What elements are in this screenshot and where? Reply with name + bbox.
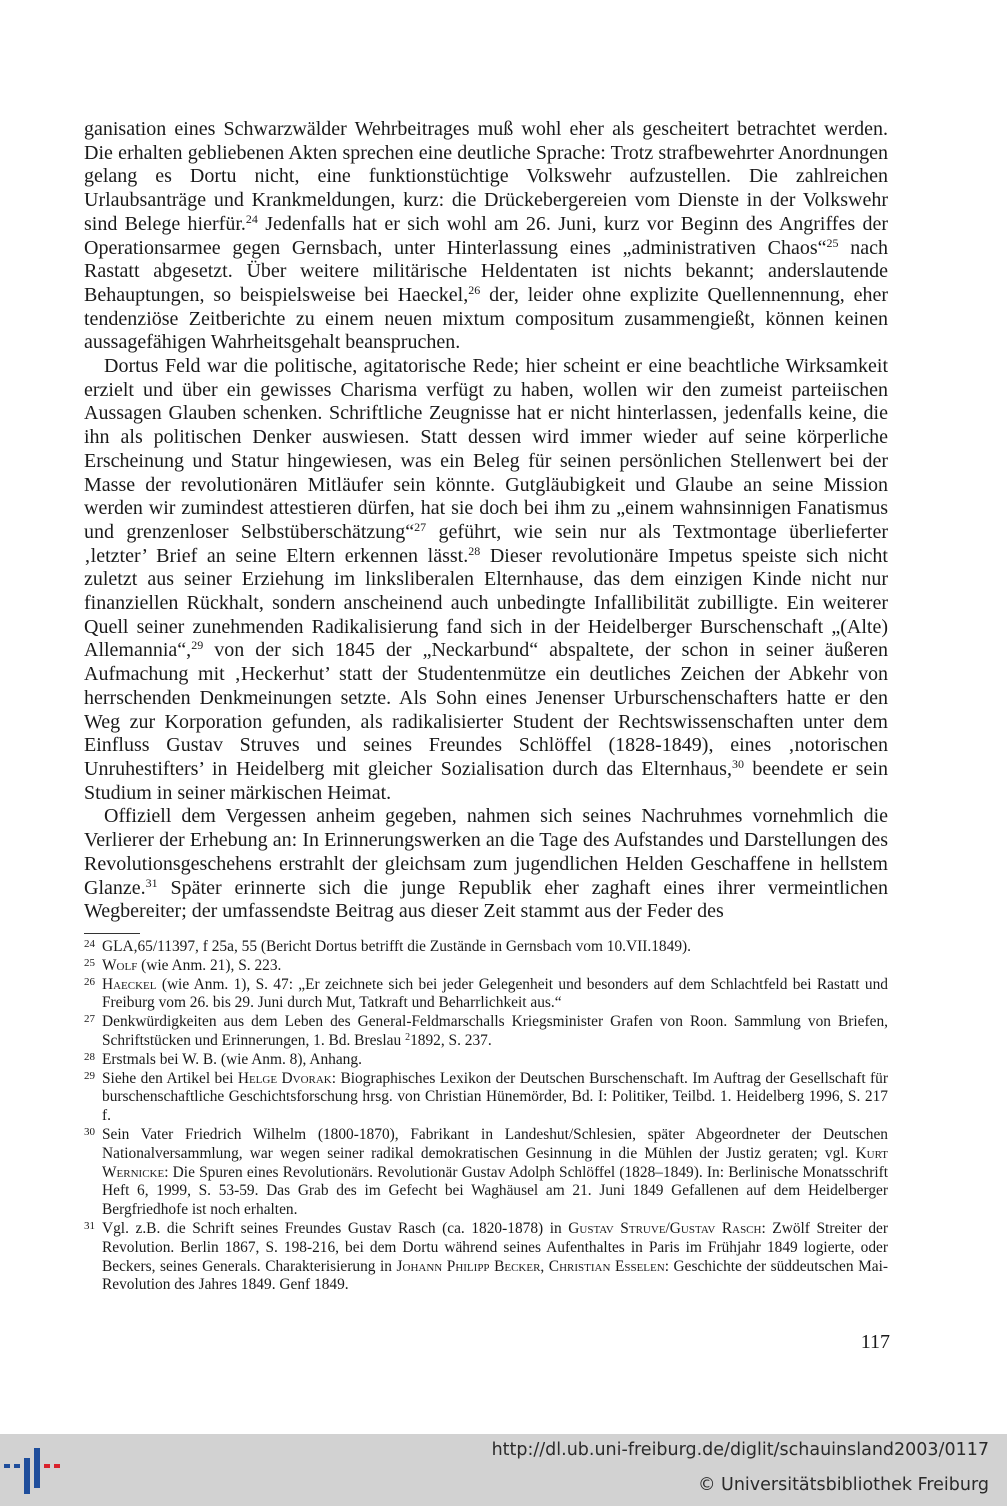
footer-bar <box>0 1434 1007 1506</box>
author-name: Wolf <box>102 956 138 974</box>
footnote-ref-29[interactable]: 29 <box>191 638 204 653</box>
footnote-text: Siehe den Artikel bei <box>102 1069 238 1087</box>
edition-superscript: 2 <box>405 1031 411 1043</box>
footnote-27: 27 Denkwürdigkeiten aus dem Leben des General-Feldmarschalls Kriegsminister Grafen von Roon. Sammlung von Briefen, Schriftstücken und Erinnerungen, 1. Bd. Breslau $^2$1892, S. 237. <box>84 1013 888 1049</box>
text-run: der, leider ohne explizite Quellennennung, eher tendenziöse Zeitberichte zu einem neuen mixtum compositum zusammengießt, können keinen aussagefähigen Wahrheitsgehalt beanspruchen. <box>84 283 888 354</box>
footnote-25: 25 Wolf (wie Anm. 21), S. 223. <box>84 956 282 974</box>
page-number: 117 <box>860 1331 890 1353</box>
footnote-text: 1892, S. 237. <box>410 1031 492 1049</box>
footnote-text: Vgl. z.B. die Schrift seines Freundes Gustav Rasch (ca. 1820-1878) in <box>102 1219 569 1237</box>
paragraph-2 <box>84 355 888 805</box>
footnote-ref-30[interactable]: 30 <box>731 756 744 771</box>
main-text <box>84 118 888 924</box>
author-name: Gustav Struve/Gustav Rasch <box>568 1219 762 1237</box>
paragraph-3 <box>84 805 888 924</box>
text-run: Dortus Feld war die politische, agitatorische Rede; hier scheint er eine beachtliche Wirksamkeit erzielt und über ein gewisses Charisma verfügt zu haben, wollen wir den zumeist parteiischen Aussagen Glauben schenken. Schriftliche Zeugnisse hat er nicht hinterlassen, jedenfalls keine, die ihn als politischen Denker auswiesen. Statt dessen wird immer wieder auf seine körperliche Erscheinung und Statur hingewiesen, was ein Beleg für seinen persönlichen Stellenwert bei der Masse der revolutionären Mitläufer sein könnte. Gutgläubigkeit und Glaube an seine Mission werden wir zumindest attestieren dürfen, hat sie doch bei ihm zu „einem wahnsinnigen Fanatismus und grenzenloser Selbstüberschätzung“ <box>84 355 888 543</box>
footnote-31: 31 Vgl. z.B. die Schrift seines Freundes Gustav Rasch (ca. 1820-1878) in Gustav Struve/Gustav Rasch: Zwölf Streiter der Revolution. Berlin 1867, S. 198-216, bei dem Dortu während seines Aufenthaltes in Paris im Frühjahr 1849 logierte, oder Beckers, seines Generals. Charakterisierung in Johann Philipp Becker, Christian Esselen: Geschichte der süddeutschen Mai-Revolution des Jahres 1849. Genf 1849. <box>84 1219 888 1294</box>
footnote-ref-24[interactable]: 24 <box>245 211 258 226</box>
text-run: beendete er sein Studium in seiner märkischen Heimat. <box>84 757 888 804</box>
copyright-notice: © Universitätsbibliothek Freiburg <box>697 1475 989 1495</box>
footnote-ref-28[interactable]: 28 <box>468 543 481 558</box>
footnote-28: 28 Erstmals bei W. B. (wie Anm. 8), Anhang. <box>84 1050 362 1068</box>
footnote-ref-26[interactable]: 26 <box>468 282 481 297</box>
text-run: nach Rastatt abgesetzt. Über weitere militärische Heldentaten ist nichts bekannt; anderslautende Behauptungen, so beispielsweise bei Haeckel, <box>84 236 888 306</box>
footnote-text: : Biographisches Lexikon der Deutschen Burschenschaft. Im Auftrag der Gesellschaft für burschenschaftliche Geschichtsforschung hrsg. von Christian Hünemörder, Bd. I: Politiker, Teilbd. 1. Heidelberg 1996, S. 217 f. <box>102 1069 889 1125</box>
footnote-29: 29 Siehe den Artikel bei Helge Dvorak: Biographisches Lexikon der Deutschen Burschenschaft. Im Auftrag der Gesellschaft für burschenschaftliche Geschichtsforschung hrsg. von Christian Hünemörder, Bd. I: Politiker, Teilbd. 1. Heidelberg 1996, S. 217 f. <box>84 1069 889 1125</box>
author-name: Haeckel <box>102 975 157 993</box>
text-run: Jedenfalls hat er sich wohl am 26. Juni, kurz vor Beginn des Angriffes der Operationsarmee gegen Gernsbach, unter Hinterlassung eines „administrativen Chaos“ <box>84 212 888 259</box>
footnote-ref-27[interactable]: 27 <box>414 519 427 534</box>
footnote-30: 30 Sein Vater Friedrich Wilhelm (1800-1870), Fabrikant in Landeshut/Schlesien, später Abgeordneter der Deutschen Nationalversammlung, war wegen seiner radikal demokratischen Gesinnung in die Mühlen der Justiz geraten; vgl. Kurt Wernicke: Die Spuren eines Revolutionärs. Revolutionär Gustav Adolph Schlöffel (1828–1849). In: Berlinische Monatsschrift Heft 6, 1999, S. 53-59. Das Grab des im Gefecht bei Waghäusel am 21. Juni 1849 Gefallenen auf dem Heidelberger Bergfriedhofe ist noch erhalten. <box>84 1125 888 1219</box>
footnote-24: 24 GLA,65/11397, f 25a, 55 (Bericht Dortus betrifft die Zustände in Gernsbach vom 10.VII.1849). <box>84 938 691 955</box>
footnote-text: : Geschichte der süddeutschen Mai-Revolution des Jahres 1849. Genf 1849. <box>102 1257 888 1294</box>
footnote-divider <box>84 933 140 934</box>
footnote-text: Denkwürdigkeiten aus dem Leben des General-Feldmarschalls Kriegsminister Grafen von Roon. Sammlung von Briefen, Schriftstücken und Erinnerungen, 1. Bd. Breslau <box>102 1013 888 1049</box>
text-run: Später erinnerte sich die junge Republik eher zaghaft eines ihrer vermeintlichen Wegbereiter; der umfassendste Beitrag aus dieser Zeit stammt aus der Feder des <box>84 876 888 923</box>
footnote-text: (wie Anm. 21), S. 223. <box>137 956 282 974</box>
footnote-text: (wie Anm. 1), S. 47: „Er zeichnete sich bei jeder Gelegenheit und besonders auf dem Schlachtfeld bei Rastatt und Freiburg vom 26. bis 29. Juni durch Mut, Tatkraft und Beharrlichkeit aus.“ <box>102 975 888 1012</box>
footnotes <box>84 938 888 1295</box>
paragraph-1 <box>84 118 888 355</box>
footnote-text: : Zwölf Streiter der Revolution. Berlin 1867, S. 198-216, bei dem Dortu während seines Aufenthaltes in Paris im Frühjahr 1849 logierte, oder Beckers, seines Generals. Charakterisierung in <box>102 1219 888 1275</box>
footnote-text: : Die Spuren eines Revolutionärs. Revolutionär Gustav Adolph Schlöffel (1828–1849). In: Berlinische Monatsschrift Heft 6, 1999, S. 53-59. Das Grab des im Gefecht bei Waghäusel am 21. Juni 1849 Gefallenen auf dem Heidelberger Bergfriedhofe ist noch erhalten. <box>102 1163 888 1219</box>
footnote-26: 26 Haeckel (wie Anm. 1), S. 47: „Er zeichnete sich bei jeder Gelegenheit und besonders auf dem Schlachtfeld bei Rastatt und Freiburg vom 26. bis 29. Juni durch Mut, Tatkraft und Beharrlichkeit aus.“ <box>84 975 888 1012</box>
footnote-ref-31[interactable]: 31 <box>145 875 158 890</box>
author-name: Johann Philipp Becker, Christian Esselen <box>396 1257 665 1275</box>
text-run: Offiziell dem Vergessen anheim gegeben, nahmen sich seines Nachruhmes vornehmlich die Verlierer der Erhebung an: In Erinnerungswerken an die Tage des Aufstandes und Darstellungen des Revolutionsgeschehens erstrahlt der gleichsam zum jugendlichen Helden Geschaffene in hellstem Glanze. <box>84 805 888 899</box>
text-run: ganisation eines Schwarzwälder Wehrbeitrages muß wohl eher als gescheitert betrachtet werden. Die erhalten gebliebenen Akten sprechen eine deutliche Sprache: Trotz strafbewehrter Anordnungen gelang es Dortu nicht, eine funktionstüchtige Volkswehr aufzustellen. Die zahlreichen Urlaubsanträge und Krankmeldungen, kurz: die Drückebergereien vom Dienste in der Volkswehr sind Belege hierfür. <box>84 118 888 235</box>
footnote-text: Sein Vater Friedrich Wilhelm (1800-1870), Fabrikant in Landeshut/Schlesien, später Abgeordneter der Deutschen Nationalversammlung, war wegen seiner radikal demokratischen Gesinnung in die Mühlen der Justiz geraten; vgl. <box>102 1125 888 1162</box>
author-name: Helge Dvorak <box>237 1069 332 1087</box>
footnote-ref-25[interactable]: 25 <box>826 235 839 250</box>
footnote-text: Erstmals bei W. B. (wie Anm. 8), Anhang. <box>102 1050 362 1068</box>
text-run: von der sich 1845 der „Neckarbund“ abspaltete, der schon in seiner äußeren Aufmachung mit ‚Heckerhut’ statt der Studentenmütze ein deutliches Zeichen der Abkehr von herrschenden Denkmeinungen setzte. Als Sohn eines Jenenser Urburschenschafters hatte er den Weg zur Korporation gefunden, als radikalisierter Student der Rechtswissenschaften unter dem Einfluss Gustav Struves und seines Freundes Schlöffel (1828-1849), eines ‚notorischen Unruhestifters’ in Heidelberg mit gleicher Sozialisation durch das Elternhaus, <box>84 639 888 780</box>
footnote-text: GLA,65/11397, f 25a, 55 (Bericht Dortus betrifft die Zustände in Gernsbach vom 10.VII.1849). <box>102 938 691 955</box>
text-run: Dieser revolutionäre Impetus speiste sich nicht zuletzt aus seiner Erziehung im linksliberalen Elternhause, das dem einzigen Kinde nicht nur finanziellen Rückhalt, sondern anscheinend auch unbedingte Infallibilität zubilligte. Ein weiterer Quell seiner zunehmenden Radikalisierung fand sich in der Heidelberger Burschenschaft „(Alte) Allemannia“, <box>84 544 888 662</box>
ub-freiburg-logo-icon[interactable] <box>2 1444 66 1498</box>
text-run: geführt, wie sein nur als Textmontage überlieferter ‚letzter’ Brief an seine Eltern erkennen lässt. <box>84 520 888 567</box>
source-url-link[interactable]: http://dl.ub.uni-freiburg.de/diglit/schauinsland2003/0117 <box>491 1440 989 1460</box>
author-name: Kurt Wernicke <box>102 1144 888 1181</box>
